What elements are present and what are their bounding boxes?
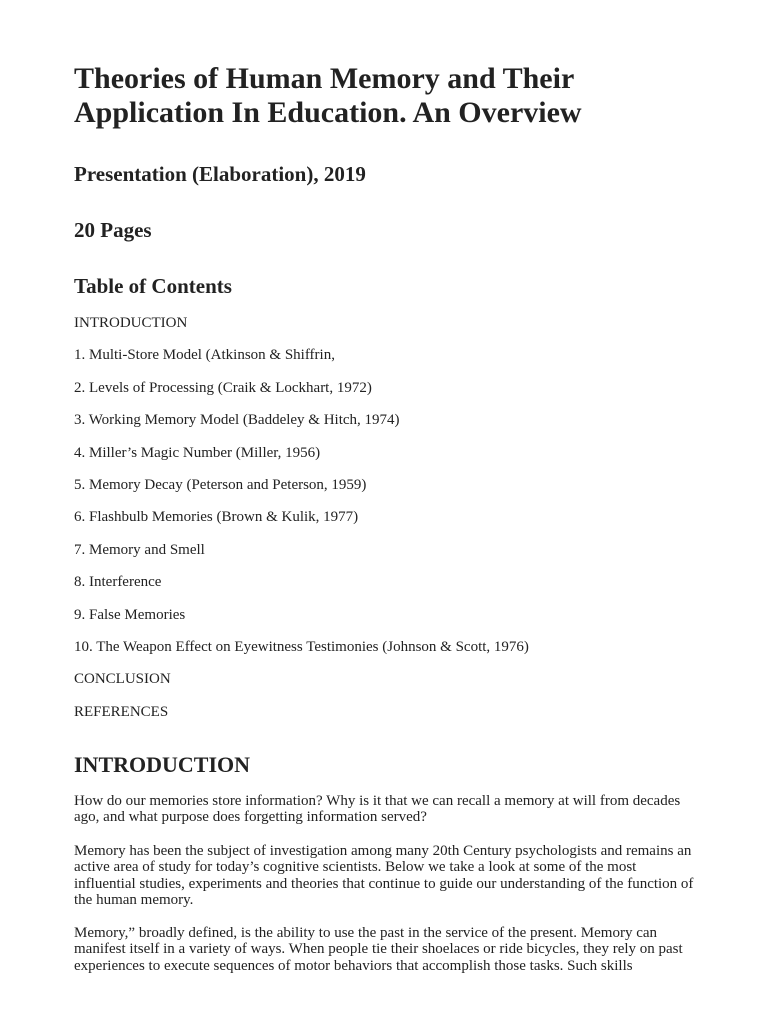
document-type-year: Presentation (Elaboration), 2019 (74, 162, 366, 186)
toc-item-5[interactable]: 5. Memory Decay (Peterson and Peterson, 1959) (74, 476, 367, 493)
paragraph: Memory has been the subject of investigation among many 20th Century psychologists and remains an active area of study for today’s cognitive scientists. Below we take a look at some of the most influential studies, experiments and theories that continue to guide our understanding of the function of the human memory. (74, 843, 694, 909)
toc-item-2[interactable]: 2. Levels of Processing (Craik & Lockhart, 1972) (74, 379, 372, 396)
document-title: Theories of Human Memory and Their Application In Education. An Overview (74, 62, 582, 129)
toc-item-6[interactable]: 6. Flashbulb Memories (Brown & Kulik, 1977) (74, 509, 359, 526)
toc-item-8[interactable]: 8. Interference (74, 574, 162, 591)
toc-item-introduction[interactable]: INTRODUCTION (74, 315, 188, 331)
section-heading-introduction: INTRODUCTION (74, 752, 251, 777)
toc-item-10[interactable]: 10. The Weapon Effect on Eyewitness Testimonies (Johnson & Scott, 1976) (74, 638, 529, 655)
paragraph: How do our memories store information? Why is it that we can recall a memory at will from decades ago, and what purpose does forgetting information served? (74, 793, 681, 826)
toc-item-conclusion[interactable]: CONCLUSION (74, 671, 171, 688)
toc-item-references[interactable]: REFERENCES (74, 703, 169, 720)
toc-item-7[interactable]: 7. Memory and Smell (74, 541, 205, 558)
toc-item-3[interactable]: 3. Working Memory Model (Baddeley & Hitch, 1974) (74, 412, 400, 429)
table-of-contents (74, 314, 529, 735)
paragraph: Memory,” broadly defined, is the ability to use the past in the service of the present. Memory can manifest itself in a variety of ways. When people tie their shoelaces or ride bicycles, they rely on past experiences to execute sequences of motor behaviors that accomplish those tasks. Such skills (74, 925, 683, 974)
toc-item-9[interactable]: 9. False Memories (74, 606, 186, 623)
toc-item-4[interactable]: 4. Miller’s Magic Number (Miller, 1956) (74, 444, 321, 461)
toc-heading: Table of Contents (74, 274, 232, 298)
page-count: 20 Pages (74, 218, 152, 242)
toc-item-1[interactable]: 1. Multi-Store Model (Atkinson & Shiffrin, (74, 347, 335, 364)
